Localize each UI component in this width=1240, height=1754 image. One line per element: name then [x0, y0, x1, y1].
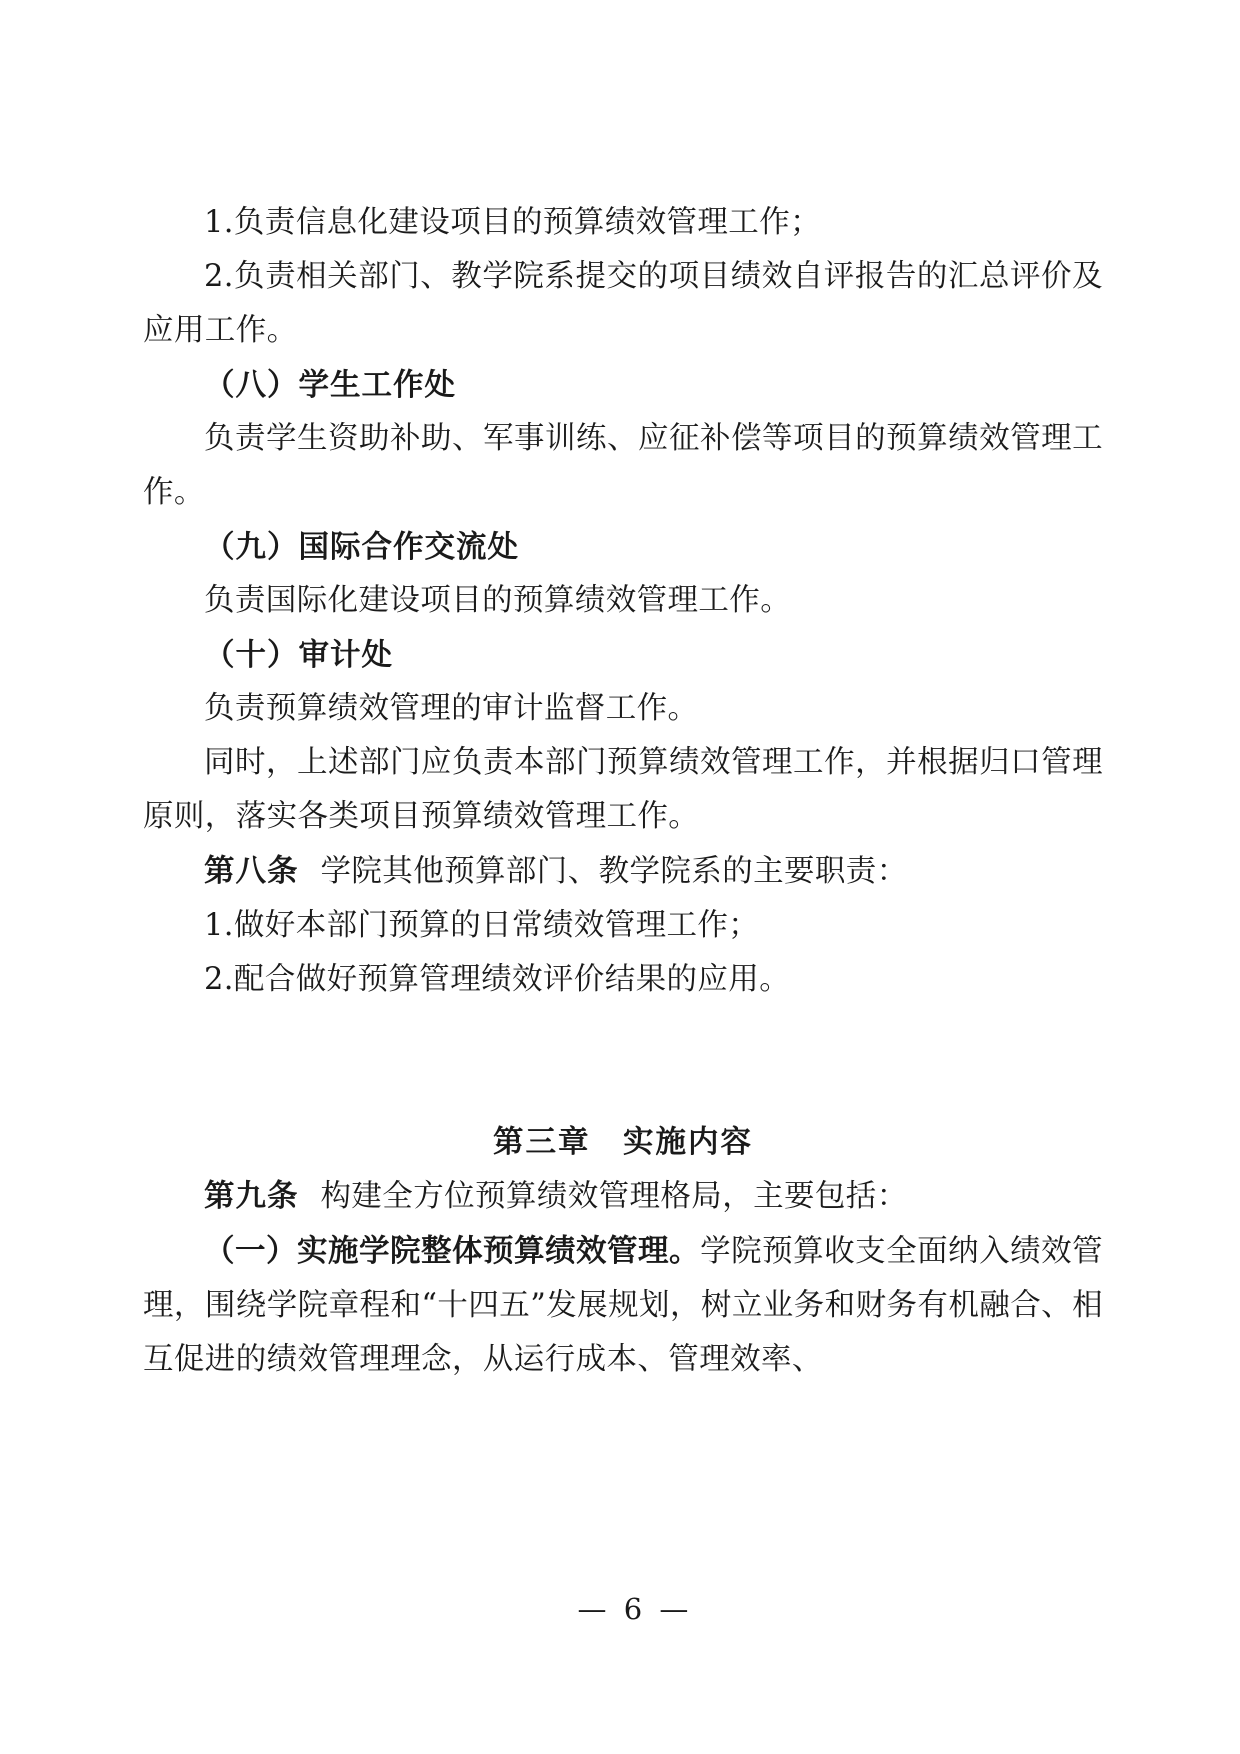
section-heading-8: （八）学生工作处 [204, 367, 456, 403]
article-nine [143, 1169, 1103, 1224]
paragraph-section-9-body: 负责国际化建设项目的预算绩效管理工作。 [204, 583, 792, 618]
paragraph-article-eight-item-1: 1.做好本部门预算的日常绩效管理工作； [204, 908, 760, 943]
section-heading-9: （九）国际合作交流处 [204, 529, 519, 565]
paragraph-item-one-mixed [143, 1224, 1103, 1387]
chapter-spacer [143, 1007, 1103, 1061]
paragraph-article-eight-item-2: 2.配合做好预算管理绩效评价结果的应用。 [204, 962, 791, 997]
paragraph-summary: 同时，上述部门应负责本部门预算绩效管理工作，并根据归口管理原则，落实各类项目预算绩效管理工作。 [143, 745, 1103, 834]
paragraph-item-1: 1.负责信息化建设项目的预算绩效管理工作； [204, 205, 821, 240]
section-heading-10: （十）审计处 [204, 637, 393, 673]
document-body [143, 196, 1103, 1387]
article-nine-label: 第九条 [204, 1178, 299, 1214]
article-eight [143, 844, 1103, 899]
article-eight-label: 第八条 [204, 853, 299, 889]
article-nine-text: 构建全方位预算绩效管理格局，主要包括： [320, 1179, 908, 1214]
paragraph-item-one-bold-lead: （一）实施学院整体预算绩效管理。 [204, 1233, 701, 1269]
chapter-three-title: 第三章 实施内容 [493, 1124, 753, 1160]
paragraph-item-2: 2.负责相关部门、教学院系提交的项目绩效自评报告的汇总评价及应用工作。 [143, 259, 1103, 348]
paragraph-section-10-body: 负责预算绩效管理的审计监督工作。 [204, 691, 699, 726]
article-eight-text: 学院其他预算部门、教学院系的主要职责： [320, 854, 908, 889]
page-number: — 6 — [577, 1592, 693, 1626]
paragraph-section-8-body: 负责学生资助补助、军事训练、应征补偿等项目的预算绩效管理工作。 [143, 421, 1103, 510]
paragraph-item-one-body: 学院预算收支全面纳入绩效管理，围绕学院章程和“十四五”发展规划，树立业务和财务有机融合、相互促进的绩效管理理念，从运行成本、管理效率、 [143, 1234, 1104, 1377]
